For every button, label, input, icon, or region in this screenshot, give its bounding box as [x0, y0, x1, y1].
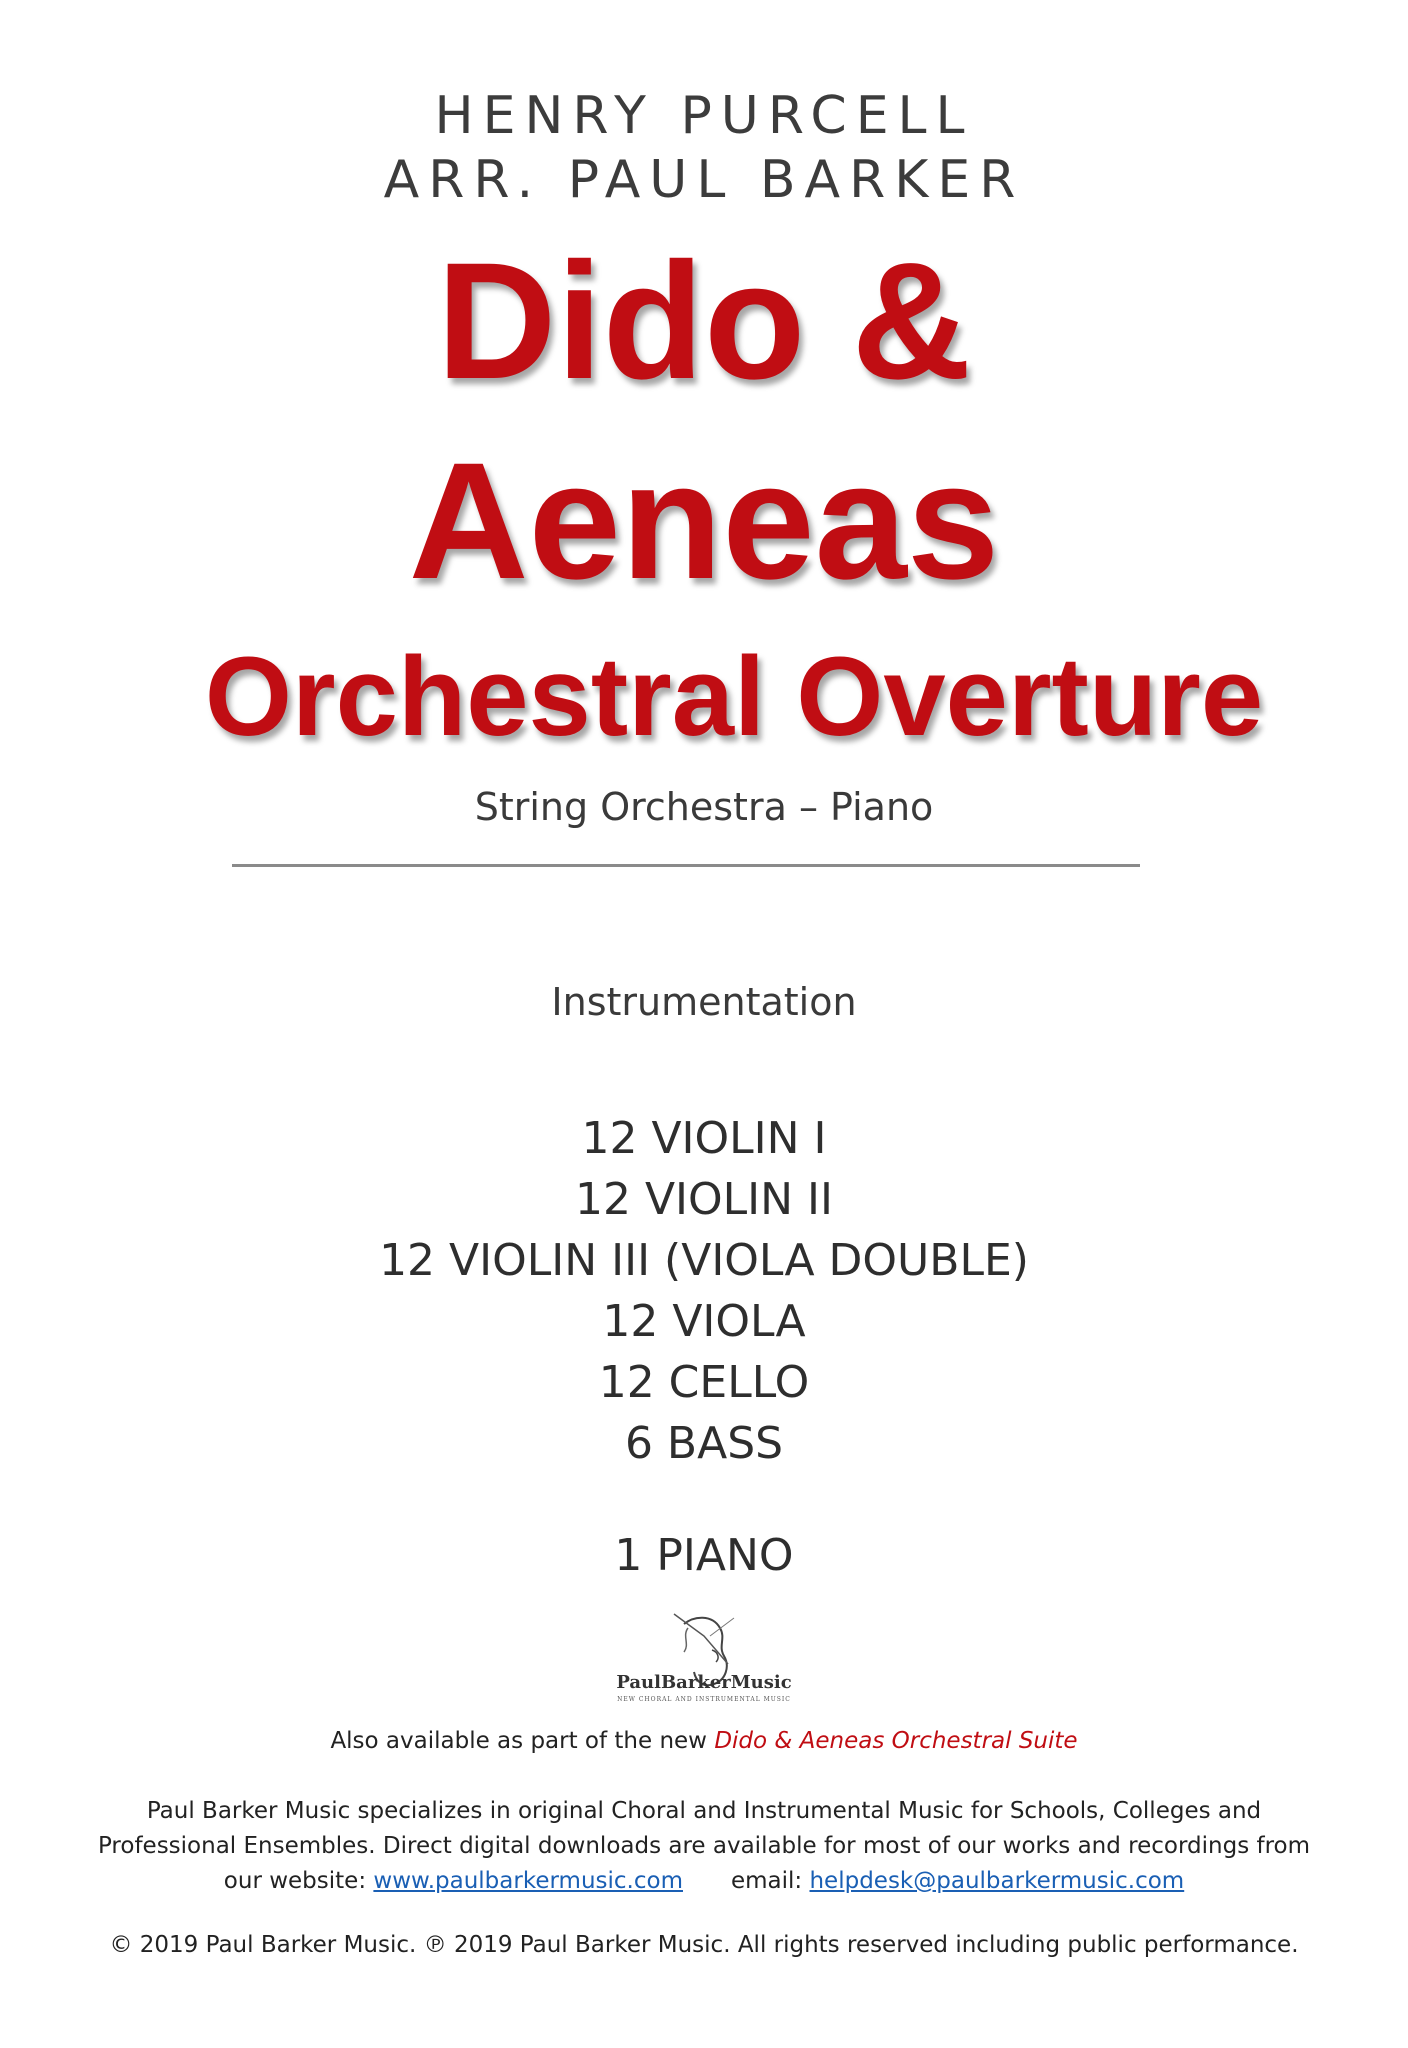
copyright-notice: © 2019 Paul Barker Music. ℗ 2019 Paul Barker Music. All rights reserved including public performance.	[109, 1932, 1299, 1958]
title-line-2: Aeneas	[408, 429, 1000, 614]
email-label: email:	[730, 1868, 810, 1894]
composer-name: HENRY PURCELL	[434, 86, 974, 146]
instrument-item: 12 VIOLIN III (VIOLA DOUBLE)	[379, 1235, 1029, 1286]
instrument-item: 12 VIOLA	[602, 1296, 806, 1347]
instrumentation-heading: Instrumentation	[551, 980, 857, 1024]
instrument-item: 12 VIOLIN II	[574, 1174, 834, 1225]
website-label: our website:	[223, 1868, 374, 1894]
instrument-item: 12 CELLO	[598, 1357, 810, 1408]
logo-name: PaulBarkerMusic	[616, 1672, 792, 1693]
instrument-item: 12 VIOLIN I	[581, 1113, 827, 1164]
title-line-3: Orchestral Overture	[204, 634, 1264, 759]
piano-item: 1 PIANO	[614, 1530, 794, 1581]
about-line-2: Professional Ensembles. Direct digital downloads are available for most of our works and recordings from	[97, 1833, 1311, 1859]
instrument-item: 6 BASS	[624, 1418, 784, 1469]
about-line-3	[0, 1864, 1408, 1899]
about-paragraph	[0, 1794, 1408, 1899]
also-available-note	[0, 1728, 1408, 1754]
title-line-1: Dido &	[436, 229, 972, 414]
about-line-1: Paul Barker Music specializes in original Choral and Instrumental Music for Schools, Colleges and	[146, 1798, 1262, 1824]
website-link[interactable]: www.paulbarkermusic.com	[373, 1868, 683, 1894]
email-link[interactable]: helpdesk@paulbarkermusic.com	[809, 1868, 1185, 1894]
suite-name: Dido & Aeneas Orchestral Suite	[714, 1728, 1078, 1754]
arranger-name: ARR. PAUL BARKER	[383, 150, 1025, 210]
instrumentation-list	[0, 1108, 1408, 1474]
subtitle: String Orchestra – Piano	[474, 785, 934, 829]
divider	[232, 864, 1140, 867]
logo-tagline: NEW CHORAL AND INSTRUMENTAL MUSIC	[617, 1696, 791, 1703]
also-prefix: Also available as part of the new	[330, 1728, 715, 1754]
